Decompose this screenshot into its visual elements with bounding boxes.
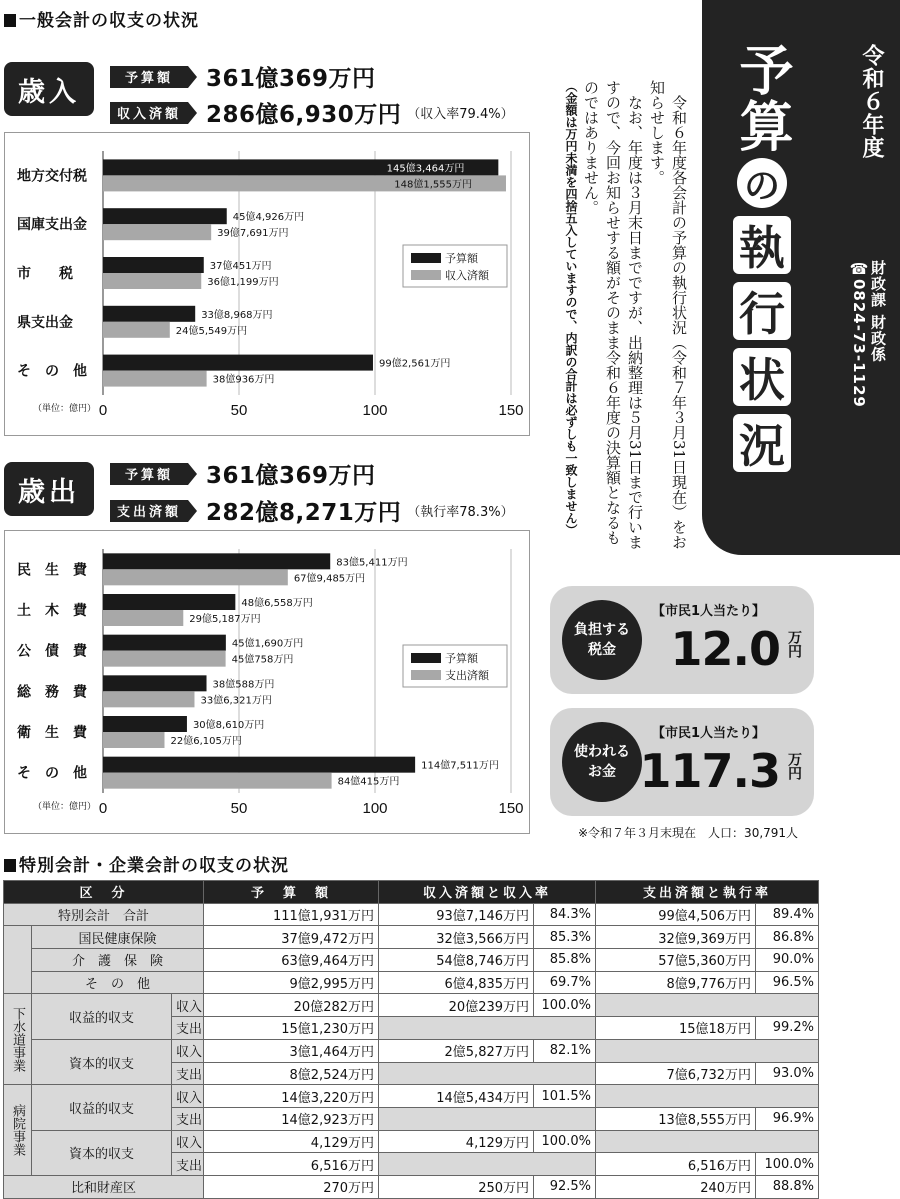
- bar-budget: [103, 257, 204, 273]
- square-bullet-icon: [4, 859, 16, 872]
- cell-expenditure-rate: 100.0%: [756, 1153, 819, 1176]
- row-label: 介 護 保 険: [32, 949, 204, 972]
- tax-per-capita-panel: [550, 586, 814, 694]
- bar-actual: [103, 322, 170, 338]
- cell-expenditure-rate: 93.0%: [756, 1062, 819, 1085]
- title-yosan: 予算: [731, 42, 794, 154]
- cell-revenue-rate: 101.5%: [534, 1085, 596, 1108]
- cell-revenue-rate: 82.1%: [534, 1039, 596, 1062]
- category-label: 民 生 費: [17, 562, 87, 579]
- empty-cell: [379, 1062, 596, 1085]
- cell-revenue-rate: 85.8%: [534, 949, 596, 972]
- cell-budget: 270万円: [204, 1175, 379, 1198]
- table-row: [4, 1130, 819, 1153]
- group-label-byoin: 病院事業: [4, 1085, 32, 1176]
- tick-label: 0: [98, 402, 108, 419]
- title-no: の: [737, 158, 787, 208]
- empty-cell: [379, 1107, 596, 1130]
- group-label-gesuido: 下水道事業: [4, 994, 32, 1085]
- spend-circle: 使われる お金: [562, 722, 642, 802]
- budget-tag: 予算額: [110, 66, 188, 88]
- row-label: 特別会計 合計: [4, 903, 204, 926]
- header-budget: 予 算 額: [204, 881, 379, 904]
- legend-label: 支出済額: [445, 669, 489, 682]
- expenditure-rate: （執行率78.3%）: [407, 505, 514, 520]
- data-label: 83億5,411万円: [336, 557, 408, 569]
- bar-budget: [103, 757, 415, 773]
- cell-budget: 63億9,464万円: [204, 949, 379, 972]
- empty-cell: [596, 1039, 819, 1062]
- bar-actual: [103, 371, 207, 387]
- cell-revenue: 54億8,746万円: [379, 949, 534, 972]
- intro-note: （金額は万円未満を四捨五入していますので、内訳の合計は必ずしも一致しません）: [564, 80, 578, 536]
- cell-revenue-rate: 92.5%: [534, 1175, 596, 1198]
- tax-per-label: 【市民1人当たり】: [652, 604, 766, 619]
- row-label: 収益的収支: [32, 1085, 172, 1130]
- category-label: 土 木 費: [17, 603, 87, 619]
- legend-swatch: [411, 253, 441, 263]
- in-label: 収入: [172, 994, 204, 1017]
- bar-actual: [103, 273, 201, 289]
- revenue-badge: 歳入: [4, 62, 94, 116]
- row-label: 収益的収支: [32, 994, 172, 1039]
- tick-label: 50: [230, 402, 248, 419]
- row-label: 資本的収支: [32, 1130, 172, 1175]
- expenditure-actual-value: 282億8,271万円: [206, 500, 402, 526]
- title-char-2: 行: [733, 282, 791, 340]
- cell-expenditure: 8億9,776万円: [596, 971, 756, 994]
- title-char-3: 状: [733, 348, 791, 406]
- revenue-budget-value: 361億369万円: [206, 66, 376, 92]
- data-label: 48億6,558万円: [241, 598, 313, 609]
- header-expenditure: 支出済額と執行率: [596, 881, 819, 904]
- dept-name: 財政課 財政係: [869, 260, 887, 363]
- empty-cell: [596, 1085, 819, 1108]
- empty-cell: [379, 1017, 596, 1040]
- bar-budget: [103, 635, 226, 651]
- cell-budget: 3億1,464万円: [204, 1039, 379, 1062]
- empty-cell: [596, 994, 819, 1017]
- cell-revenue-rate: 69.7%: [534, 971, 596, 994]
- table-row: [4, 1039, 819, 1062]
- unit-label: （単位：億円）: [33, 404, 97, 414]
- special-account-heading: 特別会計・企業会計の収支の状況: [4, 851, 289, 876]
- spend-per-value: 117.3: [639, 744, 780, 798]
- table-row: [4, 994, 819, 1017]
- data-label: 114億7,511万円: [421, 760, 499, 772]
- row-label: 国民健康保険: [32, 926, 204, 949]
- revenue-rate: （収入率79.4%）: [407, 107, 514, 122]
- title-dept: [850, 260, 889, 408]
- title-char-1: 執: [733, 216, 791, 274]
- legend-label: 予算額: [445, 252, 478, 265]
- expenditure-budget-row: [110, 457, 376, 490]
- legend-label: 収入済額: [445, 269, 489, 282]
- legend-swatch: [411, 670, 441, 680]
- in-label: 収入: [172, 1085, 204, 1108]
- cell-revenue: 14億5,434万円: [379, 1085, 534, 1108]
- empty-cell: [379, 1153, 596, 1176]
- bar-actual: [103, 224, 211, 240]
- bar-actual: [103, 610, 183, 626]
- table-row: [4, 926, 819, 949]
- data-label: 45億4,926万円: [232, 212, 305, 224]
- cell-revenue-rate: 100.0%: [534, 994, 596, 1017]
- revenue-actual-row: [110, 96, 514, 129]
- category-label: 県支出金: [17, 314, 73, 331]
- bar-budget: [103, 675, 207, 691]
- bar-budget: [103, 716, 187, 732]
- bar-budget: [103, 594, 235, 610]
- data-label: 33億8,968万円: [201, 309, 273, 321]
- cell-revenue: 2億5,827万円: [379, 1039, 534, 1062]
- cell-expenditure: 6,516万円: [596, 1153, 756, 1176]
- cell-budget: 6,516万円: [204, 1153, 379, 1176]
- cell-budget: 20億282万円: [204, 994, 379, 1017]
- bar-budget: [103, 553, 330, 569]
- actual-tag: 収入済額: [110, 102, 188, 124]
- expenditure-actual-row: [110, 494, 514, 527]
- cell-budget: 111億1,931万円: [204, 903, 379, 926]
- bar-budget: [103, 306, 195, 322]
- tax-circle: 負担する 税金: [562, 600, 642, 680]
- cell-expenditure: 32億9,369万円: [596, 926, 756, 949]
- population-note: ※令和７年３月末現在 人口：30,791人: [578, 826, 799, 840]
- row-label: 資本的収支: [32, 1039, 172, 1084]
- revenue-bar-chart: [4, 132, 530, 436]
- expenditure-budget-value: 361億369万円: [206, 463, 376, 489]
- data-label: 39億7,691万円: [217, 228, 289, 240]
- category-label: 公 債 費: [17, 643, 87, 660]
- header-kubun: 区 分: [4, 881, 204, 904]
- cell-expenditure-rate: 99.2%: [756, 1017, 819, 1040]
- tick-label: 100: [362, 800, 388, 817]
- data-label: 45億1,690万円: [231, 638, 304, 650]
- cell-revenue: 6億4,835万円: [379, 971, 534, 994]
- title-main: [730, 42, 794, 476]
- cell-revenue: 93億7,146万円: [379, 903, 534, 926]
- table-row: [4, 971, 819, 994]
- in-label: 収入: [172, 1130, 204, 1153]
- data-label: 84億415万円: [337, 776, 400, 788]
- cell-revenue-rate: 84.3%: [534, 903, 596, 926]
- empty-cell: [596, 1130, 819, 1153]
- budget-tag: 予算額: [110, 463, 188, 485]
- data-label: 37億451万円: [209, 261, 272, 272]
- cell-expenditure: 7億6,732万円: [596, 1062, 756, 1085]
- cell-revenue-rate: 85.3%: [534, 926, 596, 949]
- square-bullet-icon: [4, 14, 16, 27]
- title-box: [702, 0, 900, 555]
- spend-per-label: 【市民1人当たり】: [652, 726, 766, 741]
- cell-budget: 37億9,472万円: [204, 926, 379, 949]
- category-label: 国庫支出金: [17, 217, 87, 234]
- dept-phone: ☎0824-73-1129: [850, 260, 868, 408]
- title-char-4: 況: [733, 414, 791, 472]
- tax-per-unit: 万円: [786, 630, 802, 658]
- bar-actual: [103, 691, 194, 707]
- out-label: 支出: [172, 1017, 204, 1040]
- cell-expenditure: 13億8,555万円: [596, 1107, 756, 1130]
- header-revenue: 収入済額と収入率: [379, 881, 596, 904]
- in-label: 収入: [172, 1039, 204, 1062]
- data-label: 33億6,321万円: [200, 695, 272, 707]
- row-indent: [4, 926, 32, 994]
- bar-budget: [103, 355, 373, 371]
- cell-expenditure-rate: 89.4%: [756, 903, 819, 926]
- cell-budget: 9億2,995万円: [204, 971, 379, 994]
- cell-expenditure-rate: 88.8%: [756, 1175, 819, 1198]
- data-label: 148億1,555万円: [394, 179, 472, 191]
- category-label: 総 務 費: [17, 684, 87, 701]
- intro-paragraph-1: 令和６年度各会計の予算の執行状況（令和７年３月31日現在）をお知らせします。: [648, 80, 688, 550]
- tick-label: 150: [498, 402, 524, 419]
- special-account-table: [3, 880, 819, 1199]
- revenue-actual-value: 286億6,930万円: [206, 102, 402, 128]
- cell-expenditure: 57億5,360万円: [596, 949, 756, 972]
- cell-expenditure: 240万円: [596, 1175, 756, 1198]
- general-account-heading: 一般会計の収支の状況: [4, 6, 199, 31]
- bar-actual: [103, 651, 226, 667]
- tick-label: 0: [98, 800, 108, 817]
- category-label: そ の 他: [17, 363, 87, 380]
- intro-text: [556, 80, 690, 550]
- intro-paragraph-2: なお、年度は３月末日までですが、出納整理は５月31日まで行いますので、今回お知らせする額がそのまま令和６年度の決算額となるものではありません。: [582, 80, 644, 550]
- spend-per-capita-panel: [550, 708, 814, 816]
- table-row: [4, 1085, 819, 1108]
- category-label: そ の 他: [17, 765, 87, 782]
- table-row: [4, 949, 819, 972]
- data-label: 24億5,549万円: [175, 325, 248, 337]
- data-label: 36億1,199万円: [207, 277, 279, 288]
- legend-swatch: [411, 653, 441, 663]
- cell-budget: 14億3,220万円: [204, 1085, 379, 1108]
- data-label: 45億758万円: [231, 654, 294, 666]
- tax-per-value: 12.0: [670, 622, 780, 676]
- out-label: 支出: [172, 1153, 204, 1176]
- row-label: 比和財産区: [4, 1175, 204, 1198]
- cell-budget: 15億1,230万円: [204, 1017, 379, 1040]
- out-label: 支出: [172, 1107, 204, 1130]
- legend-label: 予算額: [445, 652, 478, 665]
- cell-revenue: 4,129万円: [379, 1130, 534, 1153]
- data-label: 29億5,187万円: [189, 614, 261, 625]
- cell-budget: 8億2,524万円: [204, 1062, 379, 1085]
- data-label: 38億936万円: [212, 374, 275, 386]
- cell-revenue: 32億3,566万円: [379, 926, 534, 949]
- data-label: 99億2,561万円: [378, 358, 451, 370]
- data-label: 38億588万円: [212, 679, 275, 691]
- actual-tag: 支出済額: [110, 500, 188, 522]
- table-header-row: [4, 881, 819, 904]
- table-row: [4, 1175, 819, 1198]
- tick-label: 150: [498, 800, 524, 817]
- data-label: 145億3,464万円: [386, 163, 465, 175]
- tick-label: 50: [230, 800, 248, 817]
- revenue-chart-svg: [5, 133, 531, 437]
- cell-expenditure: 15億18万円: [596, 1017, 756, 1040]
- cell-revenue: 20億239万円: [379, 994, 534, 1017]
- spend-per-unit: 万円: [786, 752, 802, 780]
- title-year: 令和６年度: [859, 44, 884, 159]
- bar-actual: [103, 732, 165, 748]
- cell-expenditure-rate: 90.0%: [756, 949, 819, 972]
- unit-label: （単位：億円）: [33, 802, 97, 812]
- out-label: 支出: [172, 1062, 204, 1085]
- cell-revenue-rate: 100.0%: [534, 1130, 596, 1153]
- bar-budget: [103, 208, 227, 224]
- cell-expenditure-rate: 96.9%: [756, 1107, 819, 1130]
- tick-label: 100: [362, 402, 388, 419]
- data-label: 67億9,485万円: [293, 573, 366, 585]
- bar-actual: [103, 773, 332, 789]
- table-row: [4, 903, 819, 926]
- cell-budget: 14億2,923万円: [204, 1107, 379, 1130]
- data-label: 22億6,105万円: [170, 736, 242, 747]
- category-label: 市 税: [17, 266, 73, 282]
- expenditure-chart-svg: [5, 531, 531, 835]
- cell-budget: 4,129万円: [204, 1130, 379, 1153]
- row-label: そ の 他: [32, 971, 204, 994]
- revenue-budget-row: [110, 60, 376, 93]
- bar-actual: [103, 569, 288, 585]
- expenditure-badge: 歳出: [4, 462, 94, 516]
- expenditure-bar-chart: [4, 530, 530, 834]
- cell-revenue: 250万円: [379, 1175, 534, 1198]
- data-label: 30億8,610万円: [192, 720, 265, 731]
- cell-expenditure-rate: 96.5%: [756, 971, 819, 994]
- legend-swatch: [411, 270, 441, 280]
- cell-expenditure-rate: 86.8%: [756, 926, 819, 949]
- category-label: 地方交付税: [17, 168, 87, 185]
- category-label: 衛 生 費: [17, 725, 87, 741]
- cell-expenditure: 99億4,506万円: [596, 903, 756, 926]
